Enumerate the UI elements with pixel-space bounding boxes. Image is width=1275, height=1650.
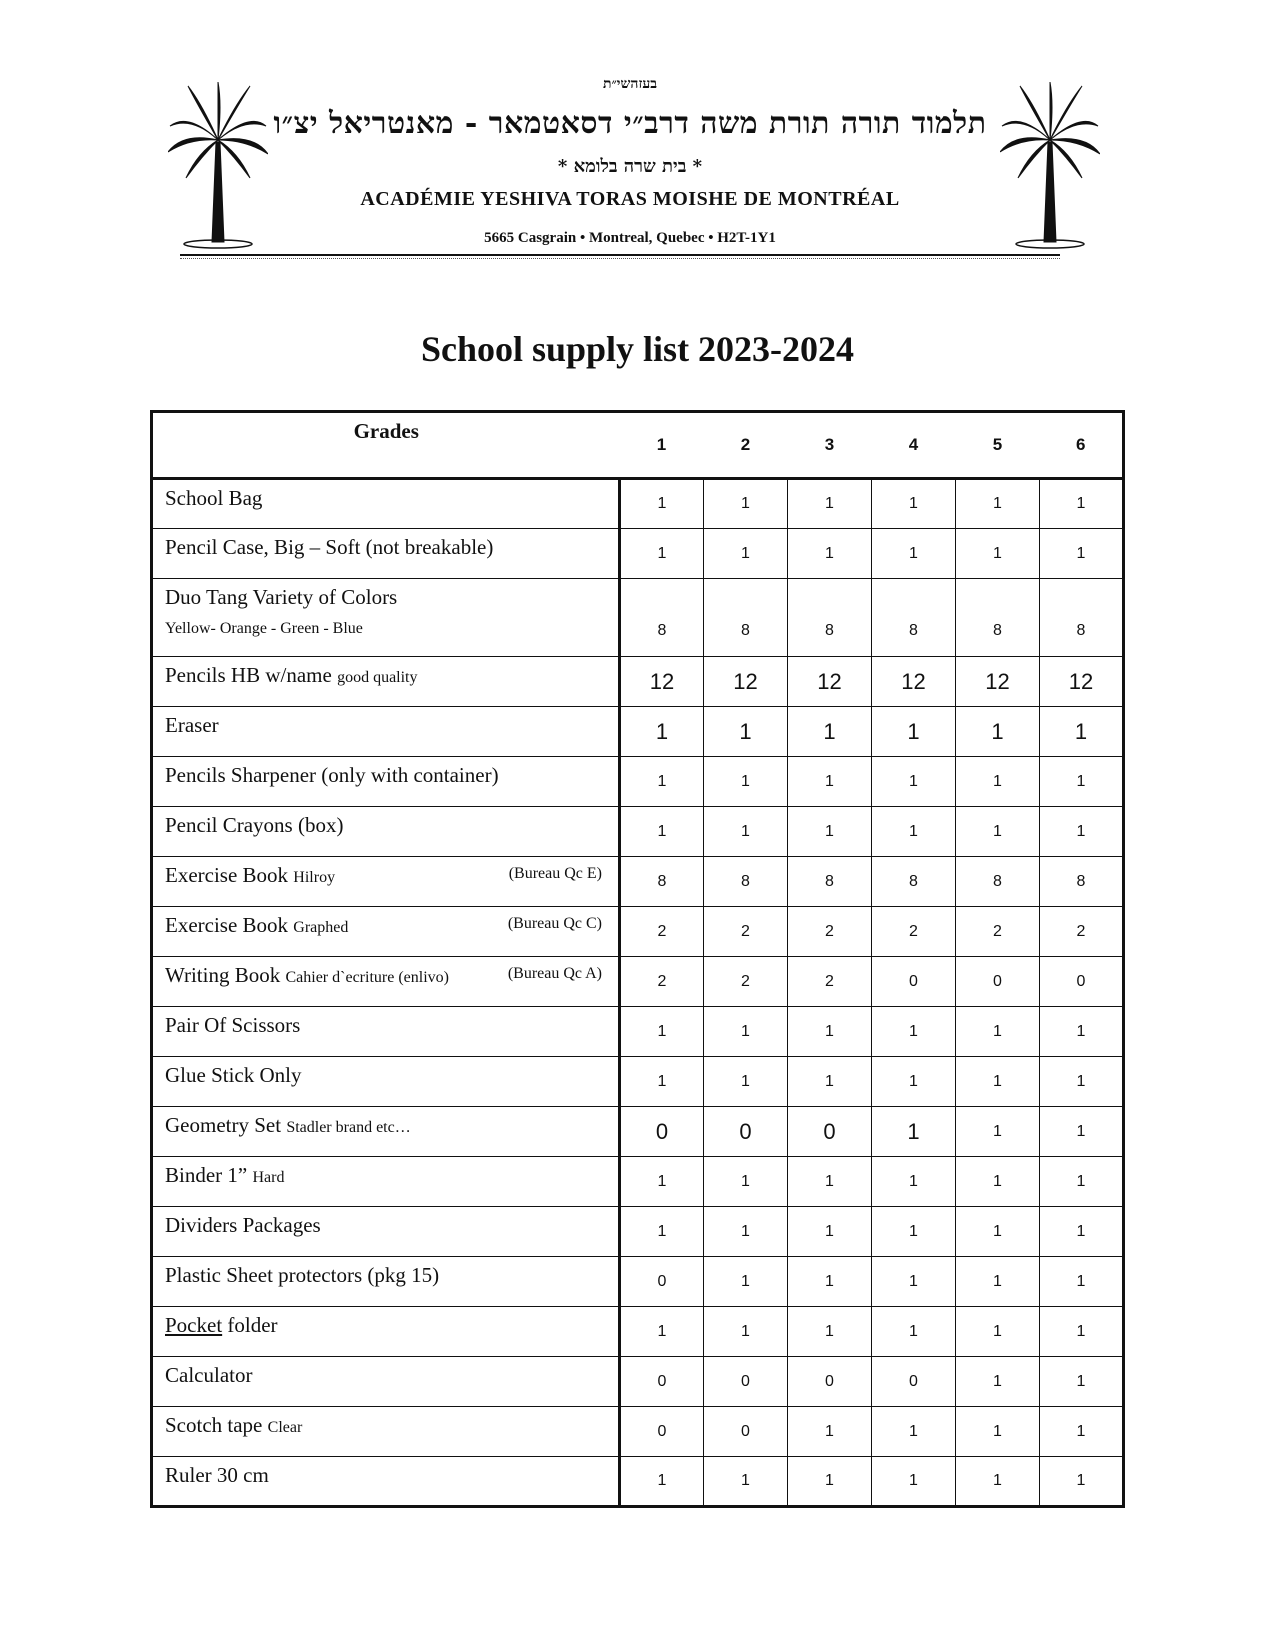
supply-item-cell <box>152 1157 620 1207</box>
quantity-cell: 0 <box>620 1107 704 1157</box>
quantity-cell: 1 <box>956 1007 1040 1057</box>
quantity-cell: 1 <box>788 807 872 857</box>
quantity-cell: 2 <box>788 907 872 957</box>
grade-header: 6 <box>1040 412 1124 479</box>
quantity-cell: 1 <box>872 1207 956 1257</box>
quantity-cell: 2 <box>1040 907 1124 957</box>
supply-item-note: Cahier d`ecriture (enlivo) <box>285 969 449 986</box>
quantity-cell: 1 <box>620 1057 704 1107</box>
quantity-cell: 1 <box>872 1407 956 1457</box>
quantity-cell: 8 <box>620 857 704 907</box>
supply-item-cell <box>152 1007 620 1057</box>
supply-item-cell <box>152 529 620 579</box>
supply-item-name: Eraser <box>165 713 219 737</box>
table-row <box>152 1007 1124 1057</box>
supply-item-bureau-code: (Bureau Qc A) <box>507 965 602 982</box>
supply-item-note: good quality <box>337 669 418 686</box>
quantity-cell: 1 <box>704 1057 788 1107</box>
quantity-cell: 0 <box>1040 957 1124 1007</box>
table-row <box>152 1157 1124 1207</box>
quantity-cell: 1 <box>788 1207 872 1257</box>
quantity-cell: 1 <box>620 707 704 757</box>
supply-item-cell <box>152 1457 620 1507</box>
quantity-cell: 1 <box>1040 707 1124 757</box>
table-row <box>152 1457 1124 1507</box>
quantity-cell: 1 <box>620 529 704 579</box>
page-title: School supply list 2023-2024 <box>420 329 855 369</box>
table-row <box>152 1307 1124 1357</box>
table-row <box>152 1107 1124 1157</box>
quantity-cell: 1 <box>956 807 1040 857</box>
quantity-cell: 1 <box>956 1307 1040 1357</box>
quantity-cell: 1 <box>704 707 788 757</box>
supply-item-bureau-code: (Bureau Qc E) <box>508 865 602 882</box>
supply-item-cell <box>152 707 620 757</box>
supply-item-note: Hard <box>252 1169 285 1186</box>
quantity-cell: 1 <box>1040 529 1124 579</box>
supply-item-cell <box>152 807 620 857</box>
quantity-cell: 8 <box>1040 579 1124 657</box>
table-row <box>152 857 1124 907</box>
supply-item-name: Pair Of Scissors <box>165 1013 301 1037</box>
supply-item-cell <box>152 479 620 529</box>
supply-item-note: Hilroy <box>293 869 336 886</box>
quantity-cell: 2 <box>704 907 788 957</box>
quantity-cell: 0 <box>956 957 1040 1007</box>
quantity-cell: 1 <box>1040 757 1124 807</box>
quantity-cell: 1 <box>704 479 788 529</box>
quantity-cell: 2 <box>872 907 956 957</box>
table-header-row <box>152 412 1124 479</box>
quantity-cell: 1 <box>704 1007 788 1057</box>
quantity-cell: 8 <box>788 579 872 657</box>
quantity-cell: 1 <box>872 1257 956 1307</box>
supply-item-cell <box>152 1307 620 1357</box>
quantity-cell: 1 <box>620 1007 704 1057</box>
quantity-cell: 1 <box>1040 1107 1124 1157</box>
supply-item-note: Stadler brand etc… <box>286 1119 411 1136</box>
table-row <box>152 707 1124 757</box>
supply-item-name: Binder 1” <box>165 1163 248 1187</box>
quantity-cell: 0 <box>788 1107 872 1157</box>
quantity-cell: 8 <box>956 579 1040 657</box>
quantity-cell: 1 <box>788 1057 872 1107</box>
quantity-cell: 1 <box>872 707 956 757</box>
quantity-cell: 1 <box>620 1307 704 1357</box>
quantity-cell: 1 <box>1040 1457 1124 1507</box>
quantity-cell: 1 <box>620 1157 704 1207</box>
quantity-cell: 12 <box>872 657 956 707</box>
quantity-cell: 12 <box>704 657 788 707</box>
quantity-cell: 1 <box>872 1307 956 1357</box>
supply-item-name: Glue Stick Only <box>165 1063 302 1087</box>
quantity-cell: 1 <box>872 1457 956 1507</box>
quantity-cell: 1 <box>1040 1157 1124 1207</box>
supply-item-name: Calculator <box>165 1363 253 1387</box>
blessing-text: בעזהשי״ת <box>602 76 658 92</box>
grade-header: 5 <box>956 412 1040 479</box>
quantity-cell: 1 <box>620 807 704 857</box>
quantity-cell: 1 <box>872 529 956 579</box>
quantity-cell: 1 <box>872 1107 956 1157</box>
supply-item-name: Ruler 30 cm <box>165 1463 269 1487</box>
quantity-cell: 1 <box>956 1357 1040 1407</box>
quantity-cell: 1 <box>1040 1257 1124 1307</box>
quantity-cell: 1 <box>704 1457 788 1507</box>
quantity-cell: 1 <box>704 1157 788 1207</box>
quantity-cell: 1 <box>1040 1207 1124 1257</box>
quantity-cell: 1 <box>872 757 956 807</box>
supply-item-cell <box>152 857 620 907</box>
supply-item-cell <box>152 657 620 707</box>
quantity-cell: 1 <box>956 1457 1040 1507</box>
quantity-cell: 12 <box>956 657 1040 707</box>
quantity-cell: 8 <box>704 857 788 907</box>
supply-item-cell <box>152 1407 620 1457</box>
supply-item-cell <box>152 579 620 657</box>
quantity-cell: 8 <box>872 857 956 907</box>
supply-item-cell <box>152 1207 620 1257</box>
table-row <box>152 1057 1124 1107</box>
quantity-cell: 1 <box>956 479 1040 529</box>
grade-header: 2 <box>704 412 788 479</box>
quantity-cell: 1 <box>872 479 956 529</box>
table-row <box>152 1207 1124 1257</box>
quantity-cell: 8 <box>956 857 1040 907</box>
quantity-cell: 1 <box>956 757 1040 807</box>
supply-item-cell <box>152 1357 620 1407</box>
supply-item-cell <box>152 757 620 807</box>
quantity-cell: 1 <box>704 807 788 857</box>
quantity-cell: 8 <box>872 579 956 657</box>
supply-item-name: Exercise Book <box>165 863 289 887</box>
table-row <box>152 757 1124 807</box>
quantity-cell: 1 <box>704 1307 788 1357</box>
quantity-cell: 2 <box>788 957 872 1007</box>
quantity-cell: 1 <box>788 1007 872 1057</box>
quantity-cell: 0 <box>788 1357 872 1407</box>
quantity-cell: 2 <box>620 957 704 1007</box>
letterhead <box>160 70 1100 270</box>
hebrew-school-name: תלמוד תורה תורת משה דרב״י דסאטמאר - מאנטריאל יצ״ו <box>273 106 987 141</box>
quantity-cell: 1 <box>704 757 788 807</box>
letterhead-divider <box>180 254 1060 259</box>
quantity-cell: 1 <box>788 1307 872 1357</box>
quantity-cell: 1 <box>620 479 704 529</box>
quantity-cell: 1 <box>1040 1057 1124 1107</box>
quantity-cell: 1 <box>620 757 704 807</box>
supply-item-name: Pencils Sharpener (only with container) <box>165 763 499 787</box>
supply-item-name: School Bag <box>165 486 263 510</box>
quantity-cell: 1 <box>872 1157 956 1207</box>
grade-header: 4 <box>872 412 956 479</box>
quantity-cell: 1 <box>956 1207 1040 1257</box>
supply-item-name: Plastic Sheet protectors (pkg 15) <box>165 1263 440 1287</box>
quantity-cell: 0 <box>704 1107 788 1157</box>
table-row <box>152 807 1124 857</box>
quantity-cell: 1 <box>1040 1407 1124 1457</box>
supply-item-name: Pencil Crayons (box) <box>165 813 344 837</box>
quantity-cell: 1 <box>788 1457 872 1507</box>
quantity-cell: 1 <box>956 1107 1040 1157</box>
supply-item-name: folder <box>222 1313 278 1337</box>
supply-item-bureau-code: (Bureau Qc C) <box>507 915 602 932</box>
quantity-cell: 8 <box>1040 857 1124 907</box>
quantity-cell: 1 <box>788 529 872 579</box>
table-row <box>152 579 1124 657</box>
palm-tree-icon <box>1000 82 1100 250</box>
quantity-cell: 0 <box>872 1357 956 1407</box>
quantity-cell: 8 <box>788 857 872 907</box>
supply-item-note: Graphed <box>293 919 349 936</box>
supply-item-name: Exercise Book <box>165 913 289 937</box>
supply-item-name: Pencil Case, Big – Soft (not breakable) <box>165 535 494 559</box>
quantity-cell: 1 <box>788 1257 872 1307</box>
quantity-cell: 2 <box>956 907 1040 957</box>
table-row <box>152 479 1124 529</box>
quantity-cell: 1 <box>620 1207 704 1257</box>
school-address: 5665 Casgrain • Montreal, Quebec • H2T-1Y1 <box>484 230 776 246</box>
supply-item-name: Pencils HB w/name <box>165 663 332 687</box>
quantity-cell: 1 <box>872 1057 956 1107</box>
quantity-cell: 1 <box>1040 1307 1124 1357</box>
supply-item-name: Geometry Set <box>165 1113 282 1137</box>
supply-item-name: Writing Book <box>165 963 281 987</box>
table-row <box>152 957 1124 1007</box>
quantity-cell: 1 <box>788 479 872 529</box>
quantity-cell: 8 <box>620 579 704 657</box>
supply-item-cell <box>152 1057 620 1107</box>
supply-item-name: Scotch tape <box>165 1413 263 1437</box>
grade-header: 3 <box>788 412 872 479</box>
quantity-cell: 0 <box>704 1407 788 1457</box>
quantity-cell: 1 <box>956 1157 1040 1207</box>
supply-table <box>150 410 1125 1508</box>
supply-item-cell <box>152 1107 620 1157</box>
quantity-cell: 1 <box>956 1257 1040 1307</box>
quantity-cell: 1 <box>1040 807 1124 857</box>
quantity-cell: 1 <box>788 707 872 757</box>
table-row <box>152 529 1124 579</box>
grade-header: 1 <box>620 412 704 479</box>
quantity-cell: 0 <box>620 1357 704 1407</box>
quantity-cell: 12 <box>788 657 872 707</box>
quantity-cell: 1 <box>1040 479 1124 529</box>
table-body <box>152 479 1124 1507</box>
quantity-cell: 1 <box>788 757 872 807</box>
quantity-cell: 1 <box>788 1407 872 1457</box>
supply-item-name-underlined: Pocket <box>165 1313 223 1337</box>
supply-item-name: Dividers Packages <box>165 1213 321 1237</box>
table-row <box>152 907 1124 957</box>
quantity-cell: 1 <box>872 1007 956 1057</box>
quantity-cell: 1 <box>956 1057 1040 1107</box>
quantity-cell: 12 <box>620 657 704 707</box>
quantity-cell: 2 <box>704 957 788 1007</box>
quantity-cell: 1 <box>620 1457 704 1507</box>
quantity-cell: 1 <box>704 1207 788 1257</box>
quantity-cell: 1 <box>1040 1007 1124 1057</box>
supply-item-detail: Yellow- Orange - Green - Blue <box>165 620 363 637</box>
quantity-cell: 1 <box>956 707 1040 757</box>
quantity-cell: 1 <box>788 1157 872 1207</box>
table-row <box>152 1257 1124 1307</box>
table-row <box>152 1407 1124 1457</box>
quantity-cell: 0 <box>704 1357 788 1407</box>
quantity-cell: 1 <box>1040 1357 1124 1407</box>
quantity-cell: 12 <box>1040 657 1124 707</box>
quantity-cell: 2 <box>620 907 704 957</box>
quantity-cell: 1 <box>956 529 1040 579</box>
quantity-cell: 0 <box>620 1257 704 1307</box>
grades-header: Grades <box>152 412 620 479</box>
quantity-cell: 1 <box>704 1257 788 1307</box>
supply-item-note: Clear <box>267 1419 303 1436</box>
quantity-cell: 1 <box>704 529 788 579</box>
quantity-cell: 1 <box>956 1407 1040 1457</box>
table-row <box>152 1357 1124 1407</box>
supply-item-cell <box>152 1257 620 1307</box>
quantity-cell: 1 <box>872 807 956 857</box>
table-row <box>152 657 1124 707</box>
supply-item-cell <box>152 957 620 1007</box>
hebrew-subtitle: * בית שרה בלומא * <box>557 156 703 177</box>
school-name: ACADÉMIE YESHIVA TORAS MOISHE DE MONTRÉAL <box>360 188 900 210</box>
quantity-cell: 0 <box>620 1407 704 1457</box>
quantity-cell: 0 <box>872 957 956 1007</box>
quantity-cell: 8 <box>704 579 788 657</box>
supply-item-name: Duo Tang Variety of Colors <box>165 585 398 609</box>
supply-item-cell <box>152 907 620 957</box>
